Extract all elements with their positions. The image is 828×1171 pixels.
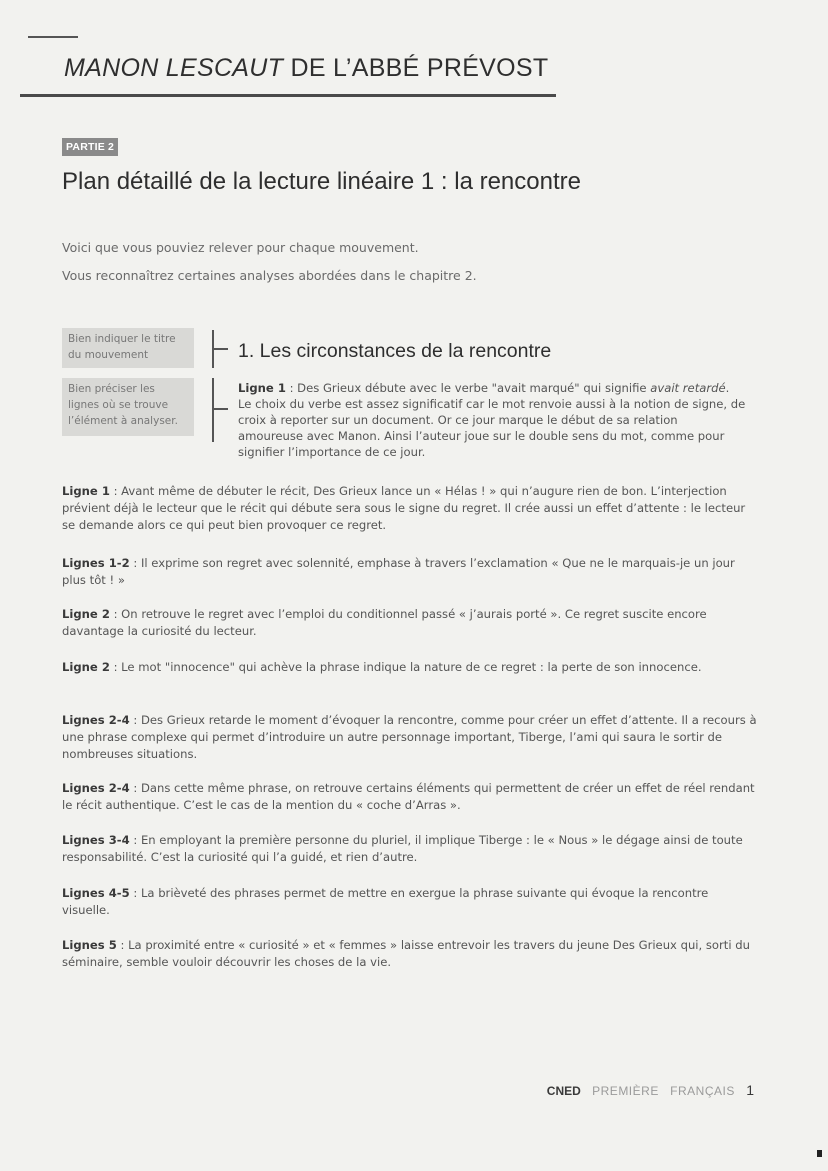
- book-title-author: DE L’ABBÉ PRÉVOST: [283, 54, 549, 82]
- analysis-line-label: Lignes 2-4: [62, 781, 130, 795]
- bracket-1-pointer: [212, 348, 228, 350]
- analysis-emphasis: avait retardé: [650, 381, 726, 395]
- analysis-text: : Avant même de débuter le récit, Des Grieux lance un « Hélas ! » qui n’augure rien de bon. L’interjection prévient déjà le lecteur que le récit qui débute sera sous le signe du regret. Il crée aussi un effet d’attente : le lecteur se demande alors ce qui peut bien provoquer ce regret.: [62, 484, 746, 532]
- bracket-2-vertical: [212, 378, 214, 442]
- movement-title-note: Bien indiquer le titre du mouvement: [62, 328, 194, 368]
- footer-level: PREMIÈRE: [592, 1084, 659, 1098]
- book-title: [64, 54, 548, 83]
- analysis-line-label: Lignes 5: [62, 938, 117, 952]
- analysis-line-label: Ligne 2: [62, 660, 110, 674]
- intro-line-1: Voici que vous pouviez relever pour chaque mouvement.: [62, 240, 419, 255]
- analysis-text: : Le mot "innocence" qui achève la phrase indique la nature de ce regret : la perte de son innocence.: [109, 660, 702, 674]
- footer-subject: FRANÇAIS: [670, 1084, 735, 1098]
- analysis-text: : Dans cette même phrase, on retrouve certains éléments qui permettent de créer un effet de réel rendant le récit authentique. C’est le cas de la mention du « coche d’Arras ».: [62, 781, 755, 812]
- bracket-2-pointer: [212, 408, 228, 410]
- section-title: Plan détaillé de la lecture linéaire 1 : la rencontre: [62, 168, 581, 195]
- analysis-text: : Des Grieux débute avec le verbe "avait marqué" qui signifie: [285, 381, 651, 395]
- analysis-text: : En employant la première personne du pluriel, il implique Tiberge : le « Nous » le dégage ainsi de toute responsabilité. C’est la curiosité qui l’a guidé, et rien d’autre.: [62, 833, 743, 864]
- analysis-line-label: Ligne 1: [238, 381, 286, 395]
- book-title-name: MANON LESCAUT: [64, 54, 284, 82]
- analysis-paragraph: [62, 659, 758, 676]
- analysis-line-label: Ligne 1: [62, 484, 110, 498]
- lines-note: Bien préciser les lignes où se trouve l’élément à analyser.: [62, 378, 194, 436]
- analysis-line-label: Lignes 4-5: [62, 886, 130, 900]
- movement-title: 1. Les circonstances de la rencontre: [238, 340, 552, 362]
- page-footer: [547, 1082, 754, 1098]
- analysis-paragraph: [62, 483, 758, 534]
- analysis-paragraph: [62, 780, 758, 814]
- page-number: 1: [746, 1082, 754, 1098]
- analysis-paragraph: [62, 832, 758, 866]
- analysis-paragraph: [62, 555, 758, 589]
- part-badge: PARTIE 2: [62, 138, 118, 156]
- analysis-text: . Le choix du verbe est assez significatif car le mot renvoie aussi à la notion de signe, de croix à reporter sur un document. Or ce jour marque le début de sa relation amoureuse avec Manon. Ainsi l’auteur joue sur le double sens du mot, comme pour signifier l’importance de ce jour.: [238, 381, 746, 459]
- analysis-line-label: Lignes 2-4: [62, 713, 130, 727]
- intro-line-2: Vous reconnaîtrez certaines analyses abordées dans le chapitre 2.: [62, 268, 477, 283]
- analysis-text: : On retrouve le regret avec l’emploi du conditionnel passé « j’aurais porté ». Ce regret suscite encore davantage la curiosité du lecteur.: [62, 607, 707, 638]
- analysis-text: : La brièveté des phrases permet de mettre en exergue la phrase suivante qui évoque la rencontre visuelle.: [62, 886, 709, 917]
- analysis-line-label: Lignes 1-2: [62, 556, 130, 570]
- analysis-paragraph-first: [238, 380, 746, 460]
- analysis-paragraph: [62, 606, 758, 640]
- analysis-text: : Il exprime son regret avec solennité, emphase à travers l’exclamation « Que ne le marquais-je un jour plus tôt ! »: [62, 556, 735, 587]
- corner-mark: [817, 1150, 822, 1157]
- analysis-line-label: Ligne 2: [62, 607, 110, 621]
- analysis-line-label: Lignes 3-4: [62, 833, 130, 847]
- analysis-paragraph: [62, 885, 758, 919]
- analysis-text: : La proximité entre « curiosité » et « femmes » laisse entrevoir les travers du jeune Des Grieux qui, sorti du séminaire, semble vouloir découvrir les choses de la vie.: [62, 938, 750, 969]
- top-dash: [28, 36, 78, 38]
- footer-publisher: CNED: [546, 1084, 581, 1098]
- title-rule: [20, 94, 556, 97]
- analysis-paragraph: [62, 937, 758, 971]
- analysis-paragraph: [62, 712, 758, 763]
- analysis-text: : Des Grieux retarde le moment d’évoquer la rencontre, comme pour créer un effet d’attente. Il a recours à une phrase complexe qui permet d’introduire un autre personnage important, Tiberge, l’ami qui saura le sortir de nombreuses situations.: [62, 713, 757, 761]
